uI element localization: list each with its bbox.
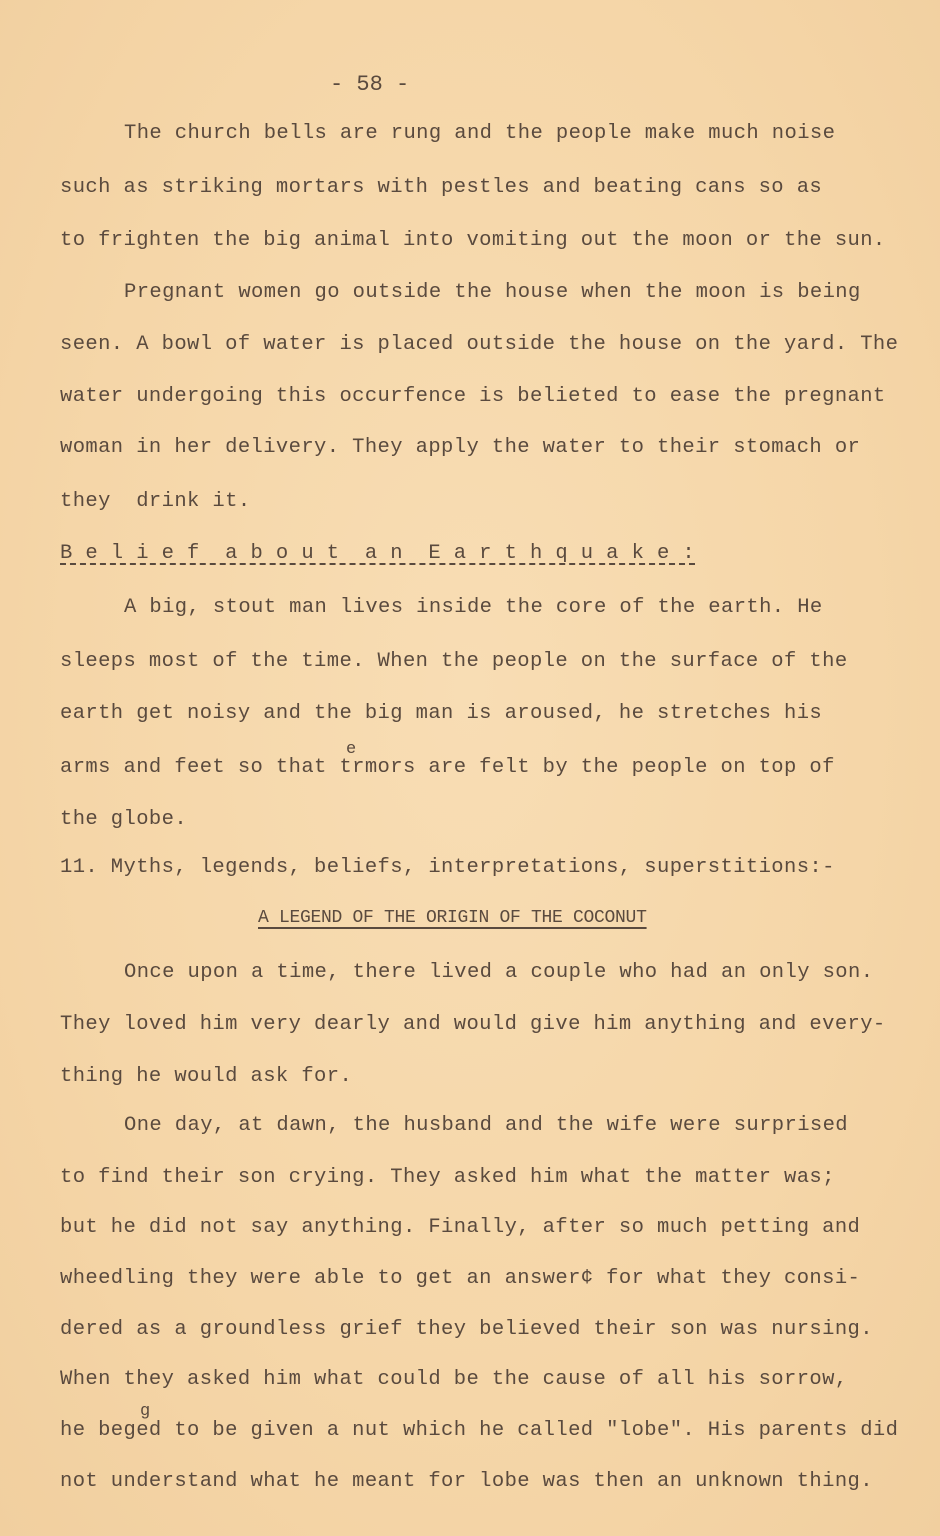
text-line: the globe. bbox=[60, 808, 188, 831]
text-line: to frighten the big animal into vomiting out the moon or the sun. bbox=[60, 229, 886, 252]
text-line: Pregnant women go outside the house when the moon is being bbox=[124, 281, 861, 304]
text-line: When they asked him what could be the cause of all his sorrow, bbox=[60, 1368, 848, 1391]
text-line: They loved him very dearly and would give him anything and every- bbox=[60, 1013, 886, 1036]
handwritten-insertion: e bbox=[346, 740, 357, 759]
text-line: arms and feet so that trmors are felt by the people on top of bbox=[60, 756, 835, 779]
text-line: he beged to be given a nut which he called "lobe". His parents did bbox=[60, 1419, 899, 1442]
text-line: but he did not say anything. Finally, after so much petting and bbox=[60, 1216, 861, 1239]
text-line: One day, at dawn, the husband and the wife were surprised bbox=[124, 1114, 849, 1137]
earthquake-heading: B e l i e f a b o u t a n E a r t h q u a k e : bbox=[60, 542, 696, 565]
handwritten-insertion: g bbox=[140, 1402, 151, 1421]
text-line: sleeps most of the time. When the people on the surface of the bbox=[60, 650, 848, 673]
section-heading: 11. Myths, legends, beliefs, interpretations, superstitions:- bbox=[60, 856, 835, 879]
text-line: wheedling they were able to get an answer¢ for what they consi- bbox=[60, 1267, 861, 1290]
text-line: A big, stout man lives inside the core of the earth. He bbox=[124, 596, 823, 619]
text-line: earth get noisy and the big man is aroused, he stretches his bbox=[60, 702, 823, 725]
text-line: seen. A bowl of water is placed outside the house on the yard. The bbox=[60, 333, 899, 356]
text-line: such as striking mortars with pestles and beating cans so as bbox=[60, 176, 823, 199]
text-line: The church bells are rung and the people make much noise bbox=[124, 122, 836, 145]
legend-title: A LEGEND OF THE ORIGIN OF THE COCONUT bbox=[258, 908, 647, 928]
page-number: - 58 - bbox=[330, 72, 410, 97]
text-line: dered as a groundless grief they believed their son was nursing. bbox=[60, 1318, 873, 1341]
text-line: to find their son crying. They asked him what the matter was; bbox=[60, 1166, 835, 1189]
text-line: not understand what he meant for lobe was then an unknown thing. bbox=[60, 1470, 873, 1493]
text-line: woman in her delivery. They apply the water to their stomach or bbox=[60, 436, 861, 459]
text-line: thing he would ask for. bbox=[60, 1065, 353, 1088]
text-line: water undergoing this occurfence is belieted to ease the pregnant bbox=[60, 385, 886, 408]
text-line: they drink it. bbox=[60, 490, 251, 513]
text-line: Once upon a time, there lived a couple who had an only son. bbox=[124, 961, 874, 984]
